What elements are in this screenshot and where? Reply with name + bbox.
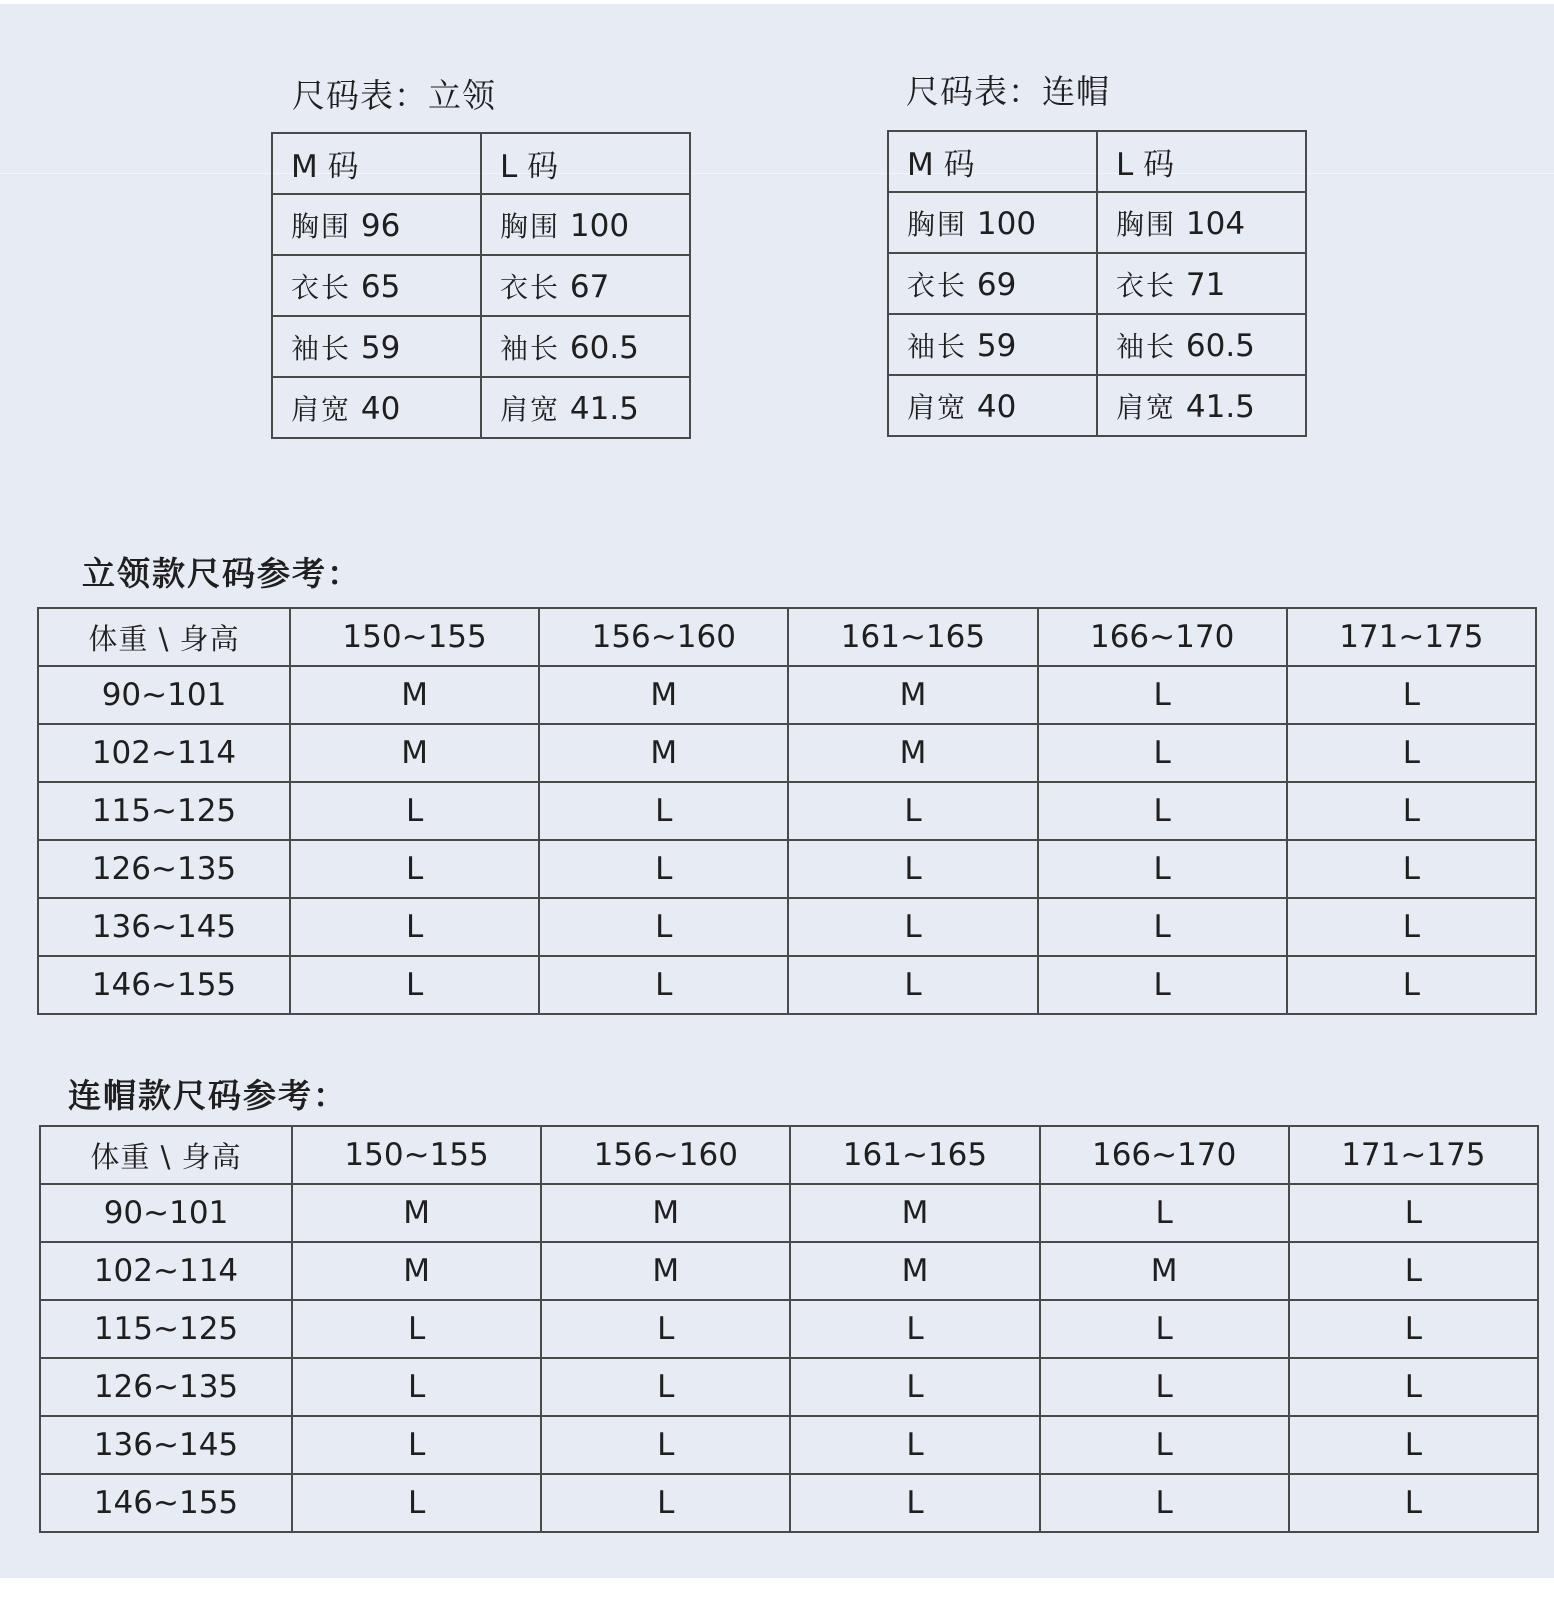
size-chart-hooded-table: [887, 130, 1307, 437]
column-header: 156~160: [539, 608, 788, 666]
size-cell: L: [1289, 1358, 1538, 1416]
reference-hooded-table: [39, 1125, 1539, 1533]
column-header: 161~165: [790, 1126, 1039, 1184]
size-cell: L: [290, 840, 539, 898]
table-row: [888, 375, 1306, 436]
measure-value: 60.5: [569, 329, 639, 366]
size-cell: L: [1038, 724, 1287, 782]
size-cell: L: [1040, 1416, 1289, 1474]
table-row: [40, 1300, 1538, 1358]
weight-cell: 126~135: [40, 1358, 292, 1416]
measure-cell: [481, 316, 690, 377]
weight-cell: 115~125: [40, 1300, 292, 1358]
measure-cell: [272, 194, 481, 255]
measure-label: 肩宽: [500, 392, 561, 426]
divider-line: [0, 173, 1554, 174]
size-chart-standup-table: [271, 132, 691, 439]
size-chart-standup-title: 尺码表：立领: [292, 76, 496, 115]
measure-label: 胸围: [500, 209, 561, 243]
measure-cell: [481, 194, 690, 255]
table-row: [272, 377, 690, 438]
size-cell: L: [541, 1358, 790, 1416]
table-header-row: [40, 1126, 1538, 1184]
column-header: 166~170: [1040, 1126, 1289, 1184]
measure-value: 96: [360, 207, 401, 244]
measure-value: 41.5: [1185, 388, 1255, 425]
table-row: [888, 253, 1306, 314]
size-cell: L: [1040, 1184, 1289, 1242]
size-cell: L: [292, 1358, 541, 1416]
table-header-row: [38, 608, 1536, 666]
size-cell: L: [1040, 1474, 1289, 1532]
size-cell: L: [790, 1474, 1039, 1532]
column-header: 171~175: [1289, 1126, 1538, 1184]
size-cell: L: [1040, 1300, 1289, 1358]
measure-cell: [1097, 192, 1306, 253]
table-row: [40, 1416, 1538, 1474]
measure-label: 衣长: [500, 270, 561, 304]
table-row: [888, 192, 1306, 253]
measure-cell: [888, 375, 1097, 436]
size-cell: L: [1289, 1474, 1538, 1532]
size-cell: L: [539, 782, 788, 840]
measure-label: 袖长: [1116, 329, 1177, 363]
size-cell: L: [541, 1416, 790, 1474]
size-cell: L: [292, 1416, 541, 1474]
size-cell: L: [790, 1358, 1039, 1416]
measure-cell: [1097, 253, 1306, 314]
size-cell: L: [290, 898, 539, 956]
table-row: [38, 666, 1536, 724]
size-cell: M: [290, 724, 539, 782]
size-cell: L: [1287, 956, 1536, 1014]
header-cell: M 码: [272, 133, 481, 194]
size-cell: L: [292, 1474, 541, 1532]
table-row: [38, 956, 1536, 1014]
measure-label: 袖长: [500, 331, 561, 365]
table-row: [888, 314, 1306, 375]
size-cell: L: [1287, 782, 1536, 840]
table-row: [272, 194, 690, 255]
measure-value: 60.5: [1185, 327, 1255, 364]
measure-cell: [888, 192, 1097, 253]
weight-cell: 136~145: [40, 1416, 292, 1474]
table-row: [40, 1358, 1538, 1416]
weight-cell: 136~145: [38, 898, 290, 956]
size-cell: L: [539, 956, 788, 1014]
size-cell: L: [790, 1416, 1039, 1474]
reference-standup-title: 立领款尺码参考：: [82, 554, 362, 593]
measure-cell: [272, 255, 481, 316]
size-cell: L: [290, 956, 539, 1014]
weight-cell: 146~155: [40, 1474, 292, 1532]
measure-value: 40: [360, 390, 401, 427]
size-cell: L: [1287, 666, 1536, 724]
size-cell: M: [290, 666, 539, 724]
size-cell: L: [539, 840, 788, 898]
measure-label: 胸围: [1116, 207, 1177, 241]
size-cell: L: [1038, 956, 1287, 1014]
measure-value: 71: [1185, 266, 1226, 303]
column-header: 171~175: [1287, 608, 1536, 666]
weight-cell: 115~125: [38, 782, 290, 840]
table-row: [38, 898, 1536, 956]
corner-header: 体重 \ 身高: [40, 1126, 292, 1184]
measure-value: 69: [976, 266, 1017, 303]
weight-cell: 146~155: [38, 956, 290, 1014]
top-strip: [0, 0, 1554, 4]
measure-cell: [481, 377, 690, 438]
measure-label: 肩宽: [1116, 390, 1177, 424]
table-row: [38, 782, 1536, 840]
table-row: [38, 724, 1536, 782]
size-cell: L: [290, 782, 539, 840]
size-cell: L: [541, 1474, 790, 1532]
size-cell: L: [1287, 898, 1536, 956]
measure-cell: [272, 316, 481, 377]
size-cell: L: [788, 956, 1037, 1014]
table-row: [272, 316, 690, 377]
column-header: 166~170: [1038, 608, 1287, 666]
table-row: [40, 1474, 1538, 1532]
size-cell: L: [788, 898, 1037, 956]
measure-label: 衣长: [907, 268, 968, 302]
reference-standup-table: [37, 607, 1537, 1015]
measure-value: 67: [569, 268, 610, 305]
table-row: [40, 1184, 1538, 1242]
column-header: 156~160: [541, 1126, 790, 1184]
measure-cell: [1097, 314, 1306, 375]
header-cell: L 码: [1097, 131, 1306, 192]
size-cell: L: [1038, 782, 1287, 840]
size-cell: L: [788, 840, 1037, 898]
size-cell: M: [292, 1184, 541, 1242]
measure-label: 肩宽: [291, 392, 352, 426]
bottom-strip: [0, 1578, 1554, 1604]
size-cell: M: [790, 1184, 1039, 1242]
size-cell: L: [788, 782, 1037, 840]
measure-value: 59: [360, 329, 401, 366]
table-row: [40, 1242, 1538, 1300]
measure-cell: [888, 314, 1097, 375]
measure-cell: [1097, 375, 1306, 436]
measure-label: 衣长: [291, 270, 352, 304]
column-header: 150~155: [290, 608, 539, 666]
table-row: [888, 131, 1306, 192]
column-header: 150~155: [292, 1126, 541, 1184]
measure-value: 100: [976, 205, 1037, 242]
size-cell: L: [790, 1300, 1039, 1358]
header-cell: L 码: [481, 133, 690, 194]
measure-value: 41.5: [569, 390, 639, 427]
measure-cell: [272, 377, 481, 438]
corner-header: 体重 \ 身高: [38, 608, 290, 666]
size-cell: L: [1038, 840, 1287, 898]
measure-value: 100: [569, 207, 630, 244]
size-cell: L: [292, 1300, 541, 1358]
measure-cell: [888, 253, 1097, 314]
size-cell: M: [541, 1242, 790, 1300]
column-header: 161~165: [788, 608, 1037, 666]
size-cell: L: [1038, 666, 1287, 724]
size-cell: M: [292, 1242, 541, 1300]
measure-label: 袖长: [907, 329, 968, 363]
measure-label: 袖长: [291, 331, 352, 365]
measure-value: 40: [976, 388, 1017, 425]
size-cell: M: [788, 666, 1037, 724]
size-cell: L: [1287, 840, 1536, 898]
size-cell: M: [790, 1242, 1039, 1300]
measure-label: 肩宽: [907, 390, 968, 424]
measure-value: 104: [1185, 205, 1246, 242]
size-chart-hooded-title: 尺码表：连帽: [906, 72, 1110, 111]
measure-label: 胸围: [907, 207, 968, 241]
size-cell: L: [1287, 724, 1536, 782]
header-cell: M 码: [888, 131, 1097, 192]
measure-label: 衣长: [1116, 268, 1177, 302]
size-cell: L: [1040, 1358, 1289, 1416]
size-cell: M: [539, 724, 788, 782]
size-cell: M: [788, 724, 1037, 782]
weight-cell: 102~114: [38, 724, 290, 782]
weight-cell: 102~114: [40, 1242, 292, 1300]
size-cell: L: [1289, 1184, 1538, 1242]
size-cell: L: [541, 1300, 790, 1358]
size-cell: M: [1040, 1242, 1289, 1300]
table-row: [38, 840, 1536, 898]
size-cell: L: [1289, 1416, 1538, 1474]
weight-cell: 90~101: [38, 666, 290, 724]
weight-cell: 126~135: [38, 840, 290, 898]
measure-value: 65: [360, 268, 401, 305]
size-cell: L: [1289, 1300, 1538, 1358]
measure-cell: [481, 255, 690, 316]
measure-value: 59: [976, 327, 1017, 364]
weight-cell: 90~101: [40, 1184, 292, 1242]
reference-hooded-title: 连帽款尺码参考：: [68, 1076, 348, 1115]
measure-label: 胸围: [291, 209, 352, 243]
size-cell: M: [539, 666, 788, 724]
size-cell: L: [539, 898, 788, 956]
size-cell: L: [1038, 898, 1287, 956]
table-row: [272, 255, 690, 316]
table-row: [272, 133, 690, 194]
size-cell: L: [1289, 1242, 1538, 1300]
size-cell: M: [541, 1184, 790, 1242]
